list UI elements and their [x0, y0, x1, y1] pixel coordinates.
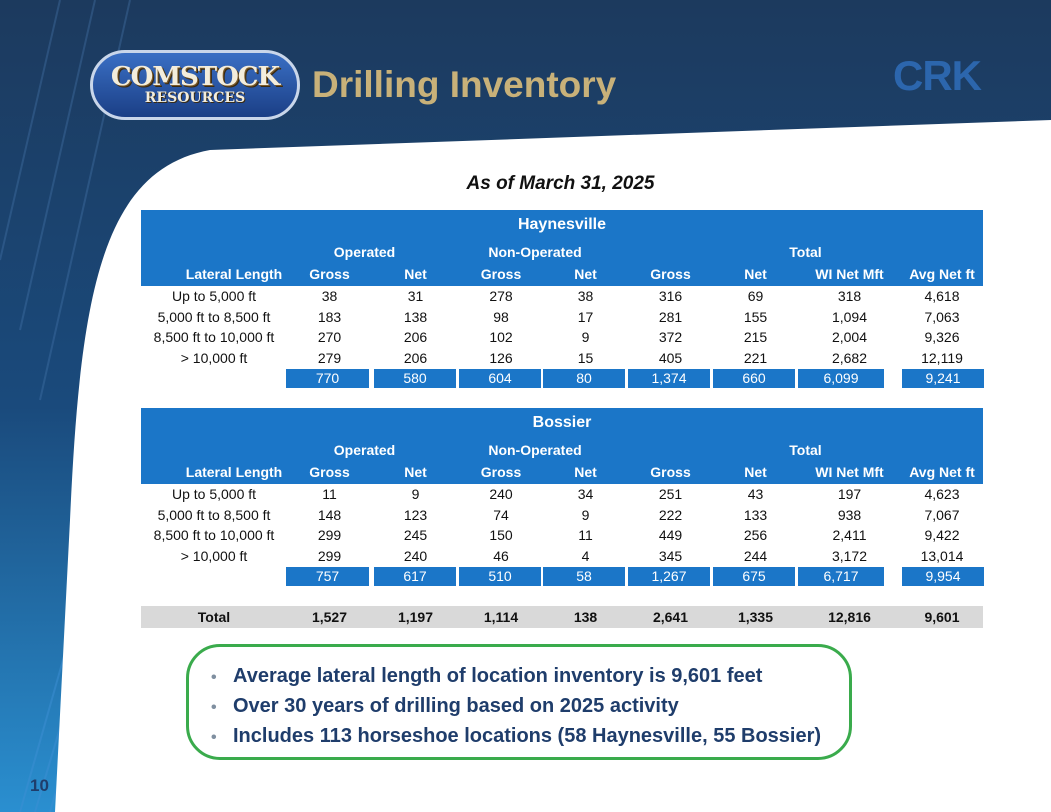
cell-non-operated-net: 11 [578, 527, 593, 543]
group-total: Total [789, 244, 822, 260]
column-header-operated-net: Net [404, 464, 427, 480]
cell-lateral-length: Up to 5,000 ft [171, 486, 257, 502]
cell-total-gross: 372 [658, 329, 683, 345]
column-header-avg-net-ft: Avg Net ft [909, 464, 975, 480]
cell-avg-net-ft: 9,422 [924, 527, 960, 543]
subtotal-total-gross: 1,267 [628, 567, 710, 586]
column-header-operated-net: Net [404, 266, 427, 282]
column-header-non-operated-gross: Gross [480, 464, 522, 480]
cell-non-operated-gross: 240 [489, 486, 513, 502]
cell-total-gross: 222 [658, 506, 683, 523]
cell-operated-gross: 148 [317, 506, 342, 523]
subtotal-operated-gross: 770 [286, 369, 369, 388]
logo-line-1: COMSTOCK [110, 62, 280, 92]
subtotal-wi-net-mft: 6,099 [798, 369, 884, 388]
cell-wi-net-mft: 1,094 [831, 308, 868, 325]
table-row [141, 327, 983, 348]
cell-total-net: 221 [743, 349, 768, 366]
subtotal-operated-net: 617 [374, 567, 456, 586]
table-row [141, 546, 983, 567]
cell-total-net: 155 [743, 308, 768, 325]
cell-operated-net: 9 [411, 486, 420, 502]
page-number: 10 [30, 776, 49, 795]
subtotal-total-net: 675 [713, 567, 795, 586]
total-non-operated-gross: 1,114 [483, 609, 519, 625]
cell-non-operated-gross: 102 [489, 329, 513, 345]
cell-wi-net-mft: 938 [837, 506, 862, 523]
cell-avg-net-ft: 4,623 [924, 486, 960, 502]
cell-lateral-length: Up to 5,000 ft [171, 288, 257, 304]
cell-non-operated-gross: 46 [493, 547, 509, 564]
cell-wi-net-mft: 3,172 [831, 547, 868, 564]
column-header-operated-gross: Gross [309, 266, 350, 282]
table-row [141, 286, 983, 307]
cell-operated-net: 245 [403, 527, 428, 543]
cell-operated-gross: 299 [317, 547, 342, 564]
cell-operated-net: 206 [403, 329, 428, 345]
cell-operated-gross: 38 [321, 288, 338, 304]
cell-lateral-length: 5,000 ft to 8,500 ft [157, 308, 271, 325]
cell-avg-net-ft: 9,326 [924, 329, 960, 345]
section-title: Bossier [532, 414, 592, 431]
cell-wi-net-mft: 318 [837, 288, 862, 304]
cell-wi-net-mft: 2,411 [832, 527, 867, 543]
table-header [141, 408, 983, 484]
cell-lateral-length: 8,500 ft to 10,000 ft [153, 527, 275, 543]
cell-non-operated-net: 4 [581, 547, 590, 564]
table-row [141, 348, 983, 369]
column-header-total-net: Net [744, 464, 767, 480]
total-lateral-length: Total [197, 609, 231, 625]
subtotal-total-gross: 1,374 [628, 369, 710, 388]
column-header-total-net: Net [744, 266, 767, 282]
cell-operated-net: 206 [403, 349, 428, 366]
cell-lateral-length: 5,000 ft to 8,500 ft [157, 506, 271, 523]
table-header [141, 210, 983, 286]
cell-operated-gross: 270 [317, 329, 342, 345]
subtotal-non-operated-gross: 510 [459, 567, 541, 586]
bullet-item: • Includes 113 horseshoe locations (58 Haynesville, 55 Bossier) [211, 725, 822, 747]
subtotal-avg-net-ft: 9,954 [902, 567, 984, 586]
subtotal-operated-net: 580 [374, 369, 456, 388]
grand-total-row [141, 606, 983, 628]
total-total-gross: 2,641 [652, 609, 689, 625]
column-headers [141, 464, 983, 484]
cell-lateral-length: 8,500 ft to 10,000 ft [153, 329, 275, 345]
cell-wi-net-mft: 2,004 [831, 329, 868, 345]
group-operated: Operated [333, 442, 396, 458]
cell-total-gross: 316 [658, 288, 683, 304]
cell-non-operated-net: 17 [577, 308, 594, 325]
haynesville-table [141, 210, 983, 390]
subtotal-non-operated-gross: 604 [459, 369, 541, 388]
cell-operated-net: 123 [403, 506, 428, 523]
cell-avg-net-ft: 7,063 [924, 308, 960, 325]
cell-avg-net-ft: 7,067 [924, 506, 960, 523]
cell-total-gross: 405 [658, 349, 683, 366]
cell-total-net: 69 [747, 288, 764, 304]
column-header-wi-net-mft: WI Net Mft [815, 266, 884, 282]
cell-non-operated-net: 34 [577, 486, 594, 502]
column-header-wi-net-mft: WI Net Mft [815, 464, 884, 480]
column-header-avg-net-ft: Avg Net ft [909, 266, 975, 282]
group-total: Total [789, 442, 822, 458]
cell-operated-gross: 183 [317, 308, 342, 325]
column-header-non-operated-net: Net [574, 266, 597, 282]
table-row [141, 307, 983, 328]
cell-avg-net-ft: 13,014 [920, 547, 964, 564]
column-header-lateral-length: Lateral Length [185, 266, 283, 282]
cell-operated-gross: 11 [322, 486, 337, 502]
cell-non-operated-gross: 126 [489, 349, 513, 366]
subtotal-non-operated-net: 58 [543, 567, 625, 586]
total-operated-gross: 1,527 [311, 609, 348, 625]
table-row [141, 484, 983, 505]
cell-non-operated-net: 9 [581, 506, 590, 523]
cell-total-gross: 281 [658, 308, 683, 325]
subtotal-avg-net-ft: 9,241 [902, 369, 984, 388]
cell-non-operated-net: 9 [581, 329, 590, 345]
column-headers [141, 266, 983, 286]
total-wi-net-mft: 12,816 [828, 609, 871, 625]
cell-operated-net: 31 [407, 288, 424, 304]
cell-total-net: 256 [743, 527, 768, 543]
subtotal-operated-gross: 757 [286, 567, 369, 586]
table-body [141, 286, 983, 390]
cell-avg-net-ft: 12,119 [921, 349, 963, 366]
cell-total-gross: 345 [658, 547, 683, 564]
subtotal-row [141, 566, 983, 588]
cell-operated-net: 138 [403, 308, 428, 325]
cell-avg-net-ft: 4,618 [924, 288, 960, 304]
group-non-operated: Non-Operated [488, 244, 582, 260]
group-non-operated: Non-Operated [488, 442, 582, 458]
cell-total-gross: 449 [658, 527, 683, 543]
section-title: Haynesville [517, 216, 607, 233]
cell-total-net: 244 [743, 547, 768, 564]
cell-operated-net: 240 [403, 547, 428, 564]
cell-wi-net-mft: 2,682 [831, 349, 868, 366]
cell-non-operated-gross: 150 [489, 527, 513, 543]
total-operated-net: 1,197 [397, 609, 434, 625]
bullet-item: • Average lateral length of location inventory is 9,601 feet [211, 665, 763, 687]
column-header-total-gross: Gross [650, 464, 691, 480]
group-operated: Operated [333, 244, 396, 260]
subtotal-row [141, 368, 983, 390]
column-header-lateral-length: Lateral Length [185, 464, 283, 480]
cell-total-gross: 251 [658, 486, 683, 502]
total-non-operated-net: 138 [573, 609, 598, 625]
cell-non-operated-gross: 98 [493, 308, 509, 325]
page-title: Drilling Inventory [312, 64, 617, 105]
key-points-box [186, 644, 852, 760]
subtotal-non-operated-net: 80 [543, 369, 625, 388]
cell-lateral-length: > 10,000 ft [180, 349, 248, 366]
subtotal-total-net: 660 [713, 369, 795, 388]
cell-operated-gross: 279 [317, 349, 342, 366]
crk-brand: CRK [893, 52, 981, 99]
total-avg-net-ft: 9,601 [924, 609, 960, 625]
cell-non-operated-gross: 74 [493, 506, 509, 523]
bullet-item: • Over 30 years of drilling based on 2025 activity [211, 695, 679, 717]
table-body [141, 484, 983, 588]
comstock-logo [90, 50, 300, 120]
cell-total-net: 133 [743, 506, 768, 523]
cell-non-operated-gross: 278 [489, 288, 513, 304]
table-row [141, 505, 983, 526]
cell-operated-gross: 299 [317, 527, 342, 543]
cell-lateral-length: > 10,000 ft [180, 547, 248, 564]
cell-non-operated-net: 38 [577, 288, 594, 304]
cell-wi-net-mft: 197 [837, 486, 862, 502]
as-of-date: As of March 31, 2025 [466, 173, 655, 194]
column-header-non-operated-net: Net [574, 464, 597, 480]
cell-non-operated-net: 15 [577, 349, 594, 366]
column-header-operated-gross: Gross [309, 464, 350, 480]
table-row [141, 525, 983, 546]
cell-total-net: 215 [743, 329, 768, 345]
column-header-non-operated-gross: Gross [480, 266, 522, 282]
bossier-table [141, 408, 983, 588]
logo-line-2: RESOURCES [144, 90, 246, 106]
column-header-total-gross: Gross [650, 266, 691, 282]
total-total-net: 1,335 [737, 609, 774, 625]
cell-total-net: 43 [747, 486, 764, 502]
subtotal-wi-net-mft: 6,717 [798, 567, 884, 586]
